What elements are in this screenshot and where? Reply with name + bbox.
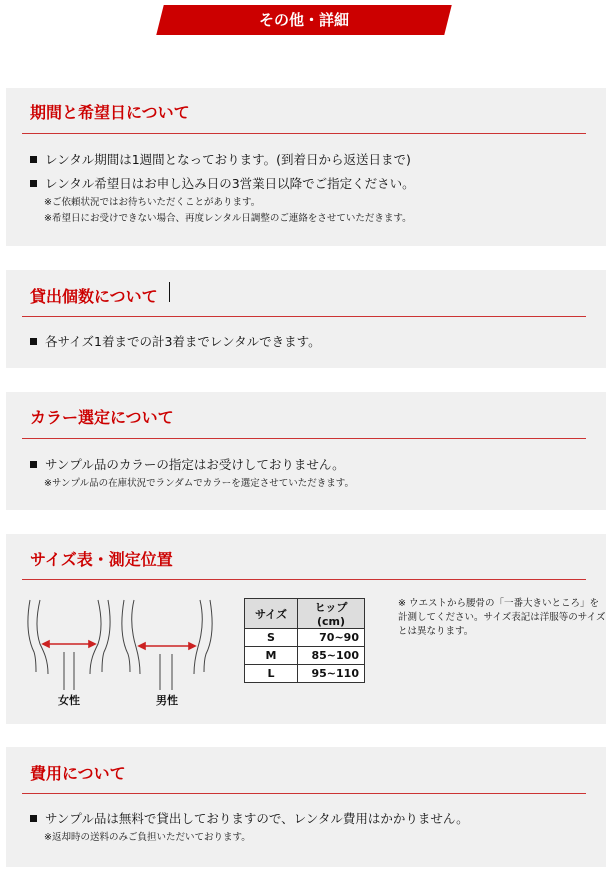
table-row [245, 629, 365, 647]
column-header-hip: ヒップ(cm) [298, 599, 365, 629]
section-period [6, 88, 606, 246]
header-banner [0, 0, 610, 40]
bullet-square-icon [30, 156, 37, 163]
section-title: 貸出個数について [30, 287, 158, 306]
table-row [245, 647, 365, 665]
section-divider [22, 793, 586, 794]
bullet-item: サンプル品は無料で貸出しておりますので、レンタル費用はかかりません。 [30, 809, 469, 827]
label-male: 男性 [156, 694, 178, 707]
section-divider [22, 133, 586, 134]
bullet-item: 各サイズ1着までの計3着までレンタルできます。 [30, 332, 321, 350]
cell-size: M [245, 647, 298, 665]
table-header-row [245, 599, 365, 629]
section-fee [6, 747, 606, 867]
banner-title: その他・詳細 [258, 11, 349, 29]
section-color [6, 392, 606, 510]
cell-size: S [245, 629, 298, 647]
note-text: ※ご依頼状況ではお待ちいただくことがあります。 [44, 197, 261, 208]
table-row [245, 665, 365, 683]
bullet-item: サンプル品のカラーの指定はお受けしておりません。 [30, 455, 345, 473]
section-quantity [6, 270, 606, 368]
column-header-size: サイズ [245, 599, 298, 629]
note-text: ※返却時の送料のみご負担いただいております。 [44, 832, 251, 843]
cell-hip: 85~100 [298, 647, 365, 665]
bullet-item: レンタル期間は1週間となっております。(到着日から返送日まで) [30, 150, 411, 168]
section-title: カラー選定について [30, 408, 174, 427]
note-text: ※希望日にお受けできない場合、再度レンタル日調整のご連絡をさせていただきます。 [44, 213, 412, 224]
cell-hip: 95~110 [298, 665, 365, 683]
cell-hip: 70~90 [298, 629, 365, 647]
measurement-figure [24, 592, 244, 692]
size-table [244, 598, 365, 683]
section-divider [22, 579, 586, 580]
bullet-square-icon [30, 461, 37, 468]
section-title: 期間と希望日について [30, 103, 190, 122]
text-cursor [169, 282, 170, 302]
bullet-square-icon [30, 180, 37, 187]
section-divider [22, 438, 586, 439]
size-note: ※ ウエストから腰骨の「一番大きいところ」を計測してください。サイズ表記は洋服等のサイズとは異なります。 [398, 598, 606, 637]
cell-size: L [245, 665, 298, 683]
bullet-item: レンタル希望日はお申し込み日の3営業日以降でご指定ください。 [30, 174, 415, 192]
bullet-square-icon [30, 338, 37, 345]
label-female: 女性 [58, 694, 80, 707]
section-divider [22, 316, 586, 317]
section-title: サイズ表・測定位置 [30, 550, 173, 569]
bullet-square-icon [30, 815, 37, 822]
section-title: 費用について [30, 764, 126, 783]
note-text: ※サンプル品の在庫状況でランダムでカラーを選定させていただきます。 [44, 478, 354, 489]
